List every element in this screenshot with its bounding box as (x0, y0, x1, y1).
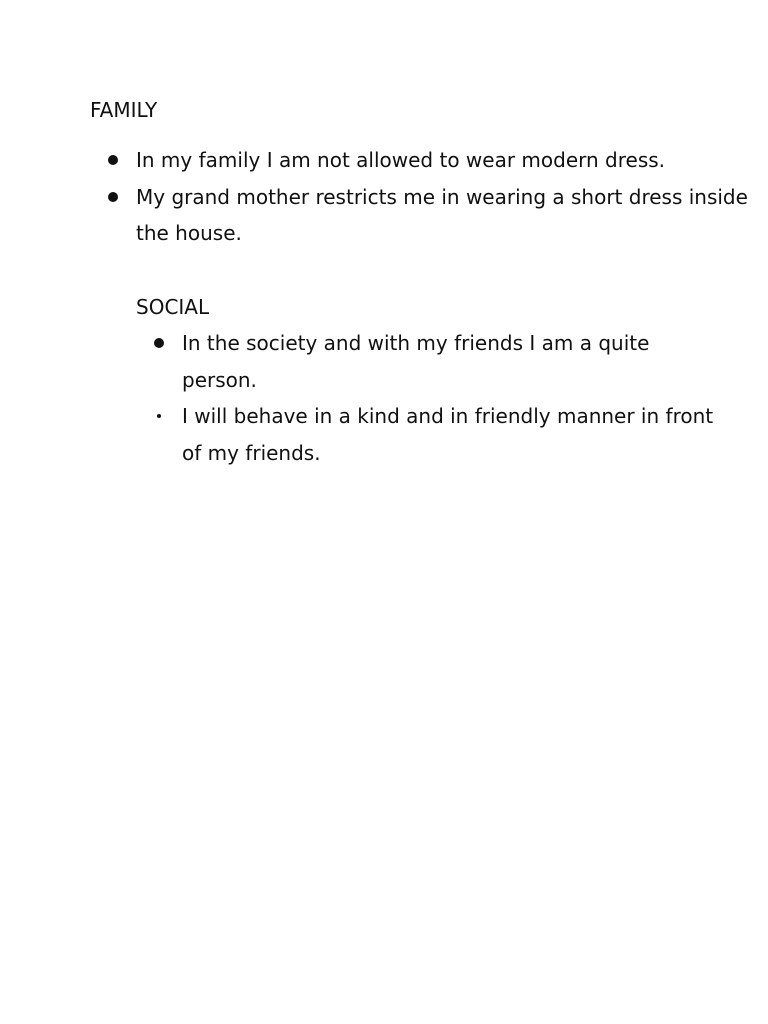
bullet-icon (108, 192, 118, 202)
list-item (154, 398, 714, 471)
social-bullet-list (154, 325, 714, 471)
list-item-text: In the society and with my friends I am a quite person. (182, 331, 650, 392)
list-item (108, 142, 748, 179)
list-item-text: My grand mother restricts me in wearing a short dress inside the house. (136, 184, 748, 245)
family-bullet-list (108, 142, 748, 252)
list-item (154, 325, 714, 398)
list-item-text: In my family I am not allowed to wear modern dress. (136, 148, 666, 172)
small-bullet-icon (157, 414, 161, 418)
section-heading-social: SOCIAL (136, 295, 210, 319)
bullet-icon (154, 338, 164, 348)
list-item (108, 179, 748, 252)
list-item-text: I will behave in a kind and in friendly manner in front of my friends. (182, 404, 714, 465)
bullet-icon (108, 155, 118, 165)
section-heading-family: FAMILY (90, 98, 158, 122)
